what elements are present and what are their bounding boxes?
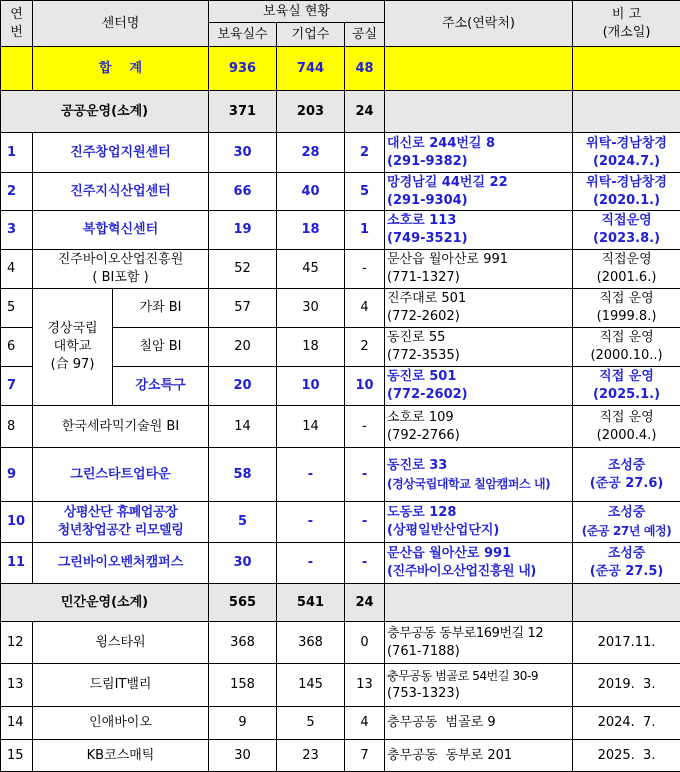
public-subtotal-label: 공공운영(소계) <box>1 91 209 133</box>
address-line: 문산읍 월아산로 991 <box>387 251 570 269</box>
row-no: 4 <box>1 250 33 289</box>
row-companies: 28 <box>277 133 345 173</box>
row-rooms: 66 <box>209 173 277 211</box>
row-address <box>385 448 573 502</box>
row-rooms: 30 <box>209 740 277 772</box>
row-no: 15 <box>1 740 33 772</box>
total-label: 합 계 <box>33 47 209 91</box>
row-note <box>573 622 680 664</box>
row-companies: - <box>277 502 345 543</box>
row-vacancy: - <box>345 406 385 448</box>
header-rooms: 보육실수 <box>209 23 277 47</box>
row-no: 11 <box>1 543 33 584</box>
header-address: 주소(연락처) <box>385 1 573 47</box>
row-name: 인애바이오 <box>33 707 209 740</box>
note-line: 2024. 7. <box>575 714 678 732</box>
row-name: 드림IT밸리 <box>33 664 209 707</box>
row-address <box>385 367 573 406</box>
note-line: 조성중 <box>575 504 678 522</box>
row-rooms: 30 <box>209 543 277 584</box>
row-note <box>573 250 680 289</box>
row-vacancy: 4 <box>345 289 385 328</box>
row-companies: 18 <box>277 211 345 250</box>
row-name: 한국세라믹기술원 BI <box>33 406 209 448</box>
row-no: 9 <box>1 448 33 502</box>
note-line: 직접 운영 <box>575 290 678 308</box>
row-address <box>385 173 573 211</box>
public-subtotal-row <box>1 91 680 133</box>
row-companies: 45 <box>277 250 345 289</box>
row-note <box>573 707 680 740</box>
total-rooms: 936 <box>209 47 277 91</box>
row-name: 복합혁신센터 <box>33 211 209 250</box>
header-note: 비 고 (개소일) <box>573 1 680 47</box>
row-vacancy: 13 <box>345 664 385 707</box>
row-vacancy: 1 <box>345 211 385 250</box>
row-name: 가좌 BI <box>113 289 209 328</box>
header-center: 센터명 <box>33 1 209 47</box>
row-note <box>573 367 680 406</box>
row-rooms: 14 <box>209 406 277 448</box>
row-vacancy: 7 <box>345 740 385 772</box>
row-rooms: 57 <box>209 289 277 328</box>
header-room-status: 보육실 현황 <box>209 1 385 23</box>
row-rooms: 30 <box>209 133 277 173</box>
address-line: 문산읍 월아산로 991 <box>387 545 570 563</box>
table-row <box>1 211 680 250</box>
address-line: 충무공동 범골로 9 <box>387 714 570 732</box>
row-name: 윙스타워 <box>33 622 209 664</box>
row-no: 12 <box>1 622 33 664</box>
row-companies: 145 <box>277 664 345 707</box>
phone-line: (771-1327) <box>387 269 570 287</box>
row-vacancy: 2 <box>345 328 385 367</box>
row-no: 3 <box>1 211 33 250</box>
date-line: (준공 27년 예정) <box>575 522 678 540</box>
row-name: 상평산단 휴폐업공장 청년창업공간 리모델링 <box>33 502 209 543</box>
row-note <box>573 664 680 707</box>
table-row <box>1 740 680 772</box>
total-address <box>385 47 573 91</box>
header-companies: 기업수 <box>277 23 345 47</box>
row-note <box>573 406 680 448</box>
total-vacancy: 48 <box>345 47 385 91</box>
table-row <box>1 173 680 211</box>
row-name: 진주지식산업센터 <box>33 173 209 211</box>
total-row <box>1 47 680 91</box>
note-line: 조성중 <box>575 457 678 475</box>
row-address <box>385 406 573 448</box>
table-row <box>1 406 680 448</box>
row-companies: 10 <box>277 367 345 406</box>
row-note <box>573 543 680 584</box>
phone-line: (761-7188) <box>387 643 570 661</box>
row-address <box>385 622 573 664</box>
phone-line: (772-2602) <box>387 308 570 326</box>
address-line: 충무공동 범골로 54번길 30-9 <box>387 667 570 685</box>
table-row <box>1 133 680 173</box>
row-address <box>385 250 573 289</box>
date-line: (준공 27.6) <box>575 475 678 493</box>
row-note <box>573 328 680 367</box>
public-subtotal-vacancy: 24 <box>345 91 385 133</box>
total-note <box>573 47 680 91</box>
row-no: 5 <box>1 289 33 328</box>
row-no: 8 <box>1 406 33 448</box>
row-vacancy: - <box>345 502 385 543</box>
public-subtotal-companies: 203 <box>277 91 345 133</box>
table-row <box>1 448 680 502</box>
row-note <box>573 289 680 328</box>
note-line: 조성중 <box>575 545 678 563</box>
note-line: 위탁-경남창경 <box>575 135 678 153</box>
row-companies: - <box>277 448 345 502</box>
row-no: 13 <box>1 664 33 707</box>
date-line: (2020.1.) <box>575 192 678 210</box>
date-line: (2025.1.) <box>575 386 678 404</box>
row-note <box>573 448 680 502</box>
row-address <box>385 707 573 740</box>
row-name: KB코스매틱 <box>33 740 209 772</box>
phone-line: (291-9382) <box>387 153 570 171</box>
row-address <box>385 664 573 707</box>
note-line: 직접운영 <box>575 251 678 269</box>
row-vacancy: - <box>345 448 385 502</box>
phone-line: (진주바이오산업진흥원 내) <box>387 563 570 581</box>
row-rooms: 9 <box>209 707 277 740</box>
address-line: 소호로 109 <box>387 409 570 427</box>
date-line: (1999.8.) <box>575 308 678 326</box>
row-no: 2 <box>1 173 33 211</box>
row-name: 칠암 BI <box>113 328 209 367</box>
row-address <box>385 740 573 772</box>
row-companies: - <box>277 543 345 584</box>
note-line: 직접 운영 <box>575 409 678 427</box>
address-line: 진주대로 501 <box>387 290 570 308</box>
note-line: 2025. 3. <box>575 747 678 765</box>
table-row <box>1 707 680 740</box>
row-rooms: 58 <box>209 448 277 502</box>
address-line: 동진로 33 <box>387 457 570 475</box>
row-note <box>573 740 680 772</box>
row-rooms: 368 <box>209 622 277 664</box>
row-address <box>385 289 573 328</box>
public-subtotal-rooms: 371 <box>209 91 277 133</box>
phone-line: (경상국립대학교 칠암캠퍼스 내) <box>387 475 570 493</box>
row-note <box>573 502 680 543</box>
row-companies: 368 <box>277 622 345 664</box>
row-vacancy: 5 <box>345 173 385 211</box>
row-companies: 5 <box>277 707 345 740</box>
phone-line: (상평일반산업단지) <box>387 522 570 540</box>
row-note <box>573 133 680 173</box>
address-line: 동진로 501 <box>387 368 570 386</box>
row-rooms: 19 <box>209 211 277 250</box>
phone-line: (792-2766) <box>387 427 570 445</box>
row-name: 강소특구 <box>113 367 209 406</box>
row-note <box>573 173 680 211</box>
phone-line: (291-9304) <box>387 192 570 210</box>
row-companies: 40 <box>277 173 345 211</box>
address-line: 충무공동 동부로 201 <box>387 747 570 765</box>
private-subtotal-address <box>385 584 573 622</box>
note-line: 직접운영 <box>575 212 678 230</box>
row-note <box>573 211 680 250</box>
total-companies: 744 <box>277 47 345 91</box>
row-address <box>385 133 573 173</box>
row-no: 7 <box>1 367 33 406</box>
table-row <box>1 664 680 707</box>
row-no: 14 <box>1 707 33 740</box>
private-subtotal-vacancy: 24 <box>345 584 385 622</box>
row-vacancy: - <box>345 543 385 584</box>
row-rooms: 52 <box>209 250 277 289</box>
row-name: 그린스타트업타운 <box>33 448 209 502</box>
phone-line: (772-2602) <box>387 386 570 404</box>
private-subtotal-row <box>1 584 680 622</box>
table-row <box>1 502 680 543</box>
row-no: 6 <box>1 328 33 367</box>
public-subtotal-address <box>385 91 573 133</box>
phone-line: (772-3535) <box>387 347 570 365</box>
date-line: (2000.4.) <box>575 427 678 445</box>
date-line: (2001.6.) <box>575 269 678 287</box>
row-companies: 18 <box>277 328 345 367</box>
row-name: 그린바이오벤처캠퍼스 <box>33 543 209 584</box>
row-companies: 14 <box>277 406 345 448</box>
row-vacancy: 2 <box>345 133 385 173</box>
date-line: (2024.7.) <box>575 153 678 171</box>
table-row <box>1 622 680 664</box>
address-line: 소호로 113 <box>387 212 570 230</box>
note-line: 2019. 3. <box>575 676 678 694</box>
row-rooms: 158 <box>209 664 277 707</box>
row-address <box>385 502 573 543</box>
header-no: 연 번 <box>1 1 33 47</box>
date-line: (2023.8.) <box>575 230 678 248</box>
row-no: 10 <box>1 502 33 543</box>
row-name: 진주바이오산업진흥원 ( BI포함 ) <box>33 250 209 289</box>
address-line: 충무공동 동부로169번길 12 <box>387 625 570 643</box>
row-no: 1 <box>1 133 33 173</box>
header-vacancy: 공실 <box>345 23 385 47</box>
note-line: 직접 운영 <box>575 329 678 347</box>
address-line: 대신로 244번길 8 <box>387 135 570 153</box>
phone-line: (749-3521) <box>387 230 570 248</box>
row-rooms: 20 <box>209 367 277 406</box>
address-line: 동진로 55 <box>387 329 570 347</box>
row-address <box>385 211 573 250</box>
row-companies: 23 <box>277 740 345 772</box>
row-name: 진주창업지원센터 <box>33 133 209 173</box>
date-line: (2000.10..) <box>575 347 678 365</box>
row-address <box>385 543 573 584</box>
phone-line: (753-1323) <box>387 685 570 703</box>
private-subtotal-note <box>573 584 680 622</box>
public-subtotal-note <box>573 91 680 133</box>
note-line: 직접 운영 <box>575 368 678 386</box>
note-line: 위탁-경남창경 <box>575 174 678 192</box>
row-vacancy: 10 <box>345 367 385 406</box>
table-row <box>1 289 680 328</box>
private-subtotal-label: 민간운영(소계) <box>1 584 209 622</box>
note-line: 2017.11. <box>575 634 678 652</box>
date-line: (준공 27.5) <box>575 563 678 581</box>
row-vacancy: 0 <box>345 622 385 664</box>
total-no <box>1 47 33 91</box>
table-row <box>1 543 680 584</box>
address-line: 망경남길 44번길 22 <box>387 174 570 192</box>
row-vacancy: - <box>345 250 385 289</box>
row-rooms: 5 <box>209 502 277 543</box>
row-vacancy: 4 <box>345 707 385 740</box>
row-companies: 30 <box>277 289 345 328</box>
table-row <box>1 250 680 289</box>
row-rooms: 20 <box>209 328 277 367</box>
row-address <box>385 328 573 367</box>
group-gnu: 경상국립 대학교 (合 97) <box>33 289 113 406</box>
address-line: 도동로 128 <box>387 504 570 522</box>
private-subtotal-companies: 541 <box>277 584 345 622</box>
private-subtotal-rooms: 565 <box>209 584 277 622</box>
